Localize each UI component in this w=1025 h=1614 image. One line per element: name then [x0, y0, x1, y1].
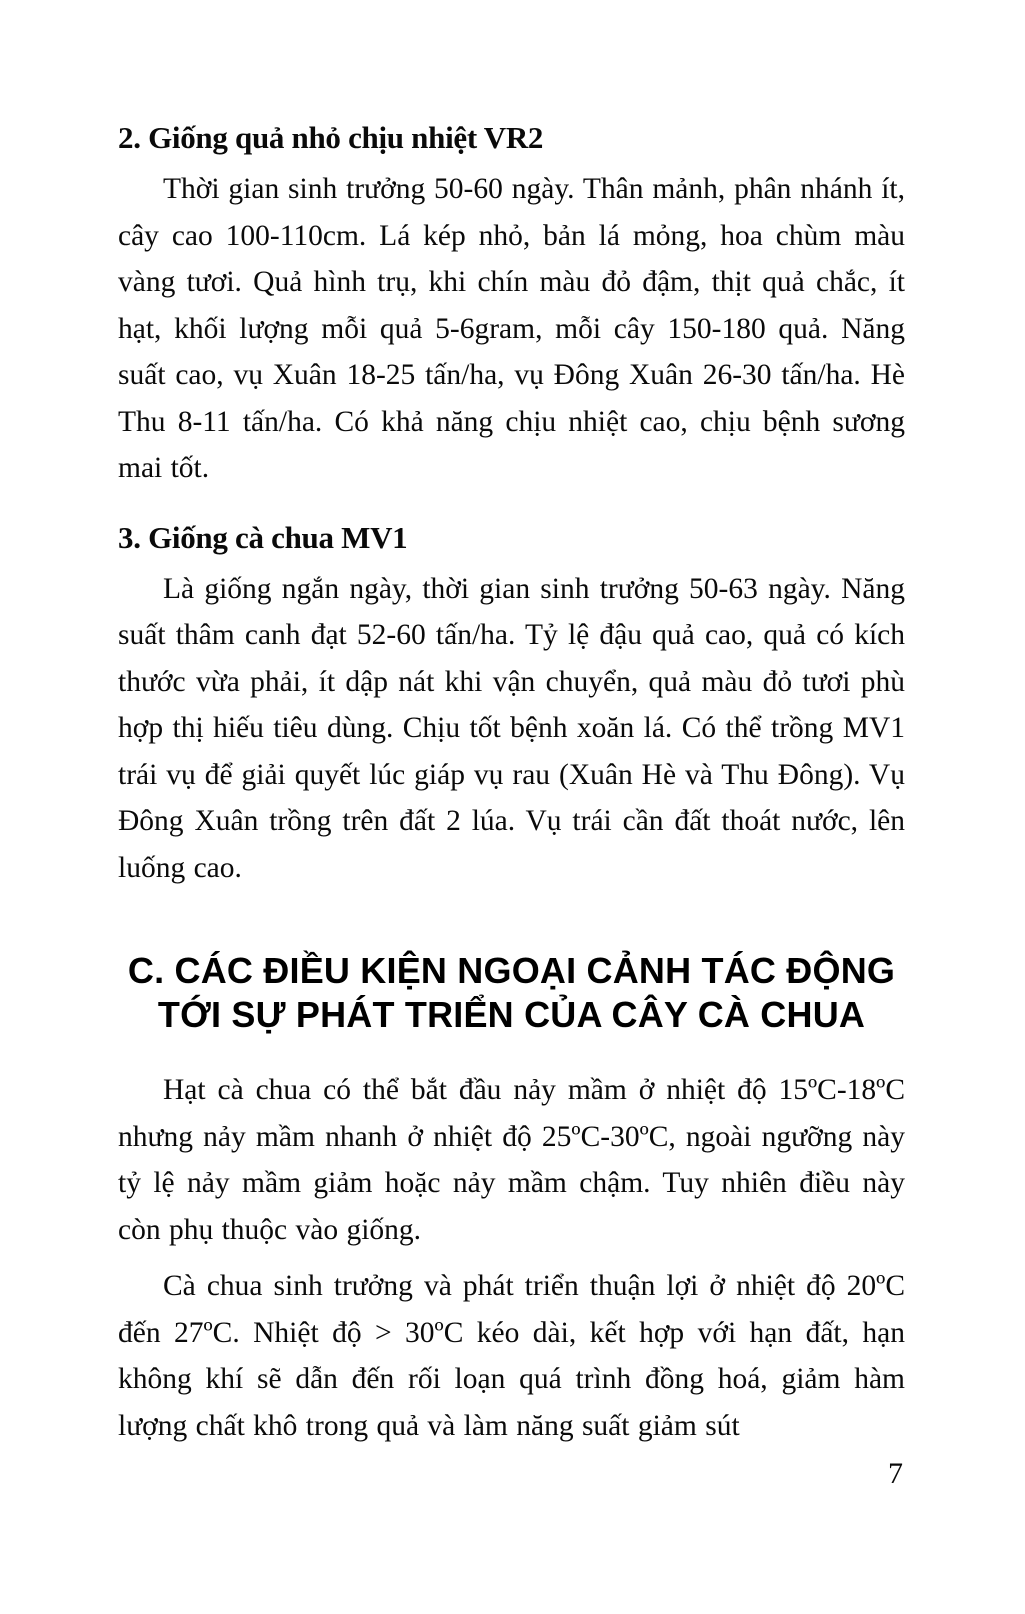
- chapter-c-paragraph-germination: Hạt cà chua có thể bắt đầu nảy mầm ở nhiệt độ 15ºC-18ºC nhưng nảy mầm nhanh ở nhiệt độ 25ºC-30ºC, ngoài ngưỡng này tỷ lệ nảy mầm giảm hoặc nảy mầm chậm. Tuy nhiên điều này còn phụ thuộc vào giống.: [118, 1074, 905, 1246]
- chapter-c-heading-line-1: C. CÁC ĐIỀU KIỆN NGOẠI CẢNH TÁC ĐỘNG: [127, 950, 896, 991]
- section-3-heading: 3. Giống cà chua MV1: [118, 519, 408, 555]
- section-2-heading: 2. Giống quả nhỏ chịu nhiệt VR2: [118, 120, 544, 155]
- chapter-c-paragraph-growth-temperature: Cà chua sinh trưởng và phát triển thuận lợi ở nhiệt độ 20ºC đến 27ºC. Nhiệt độ > 30ºC kéo dài, kết hợp với hạn đất, hạn không khí sẽ dẫn đến rối loạn quá trình đồng hoá, giảm hàm lượng chất khô trong quả và làm năng suất giảm sút: [118, 1270, 905, 1442]
- section-2-body: Thời gian sinh trưởng 50-60 ngày. Thân mảnh, phân nhánh ít, cây cao 100-110cm. Lá kép nhỏ, bản lá mỏng, hoa chùm màu vàng tươi. Quả hình trụ, khi chín màu đỏ đậm, thịt quả chắc, ít hạt, khối lượng mỗi quả 5-6gram, mỗi cây 150-180 quả. Năng suất cao, vụ Xuân 18-25 tấn/ha, vụ Đông Xuân 26-30 tấn/ha. Hè Thu 8-11 tấn/ha. Có khả năng chịu nhiệt cao, chịu bệnh sương mai tốt.: [118, 173, 905, 484]
- page-number: 7: [888, 1457, 903, 1490]
- chapter-c-heading-line-2: TỚI SỰ PHÁT TRIỂN CỦA CÂY CÀ CHUA: [157, 994, 866, 1035]
- chapter-c-heading: [118, 949, 905, 1037]
- section-3-body: Là giống ngắn ngày, thời gian sinh trưởng 50-63 ngày. Năng suất thâm canh đạt 52-60 tấn/ha. Tỷ lệ đậu quả cao, quả có kích thước vừa phải, ít dập nát khi vận chuyển, quả màu đỏ tươi phù hợp thị hiếu tiêu dùng. Chịu tốt bệnh xoăn lá. Có thể trồng MV1 trái vụ để giải quyết lúc giáp vụ rau (Xuân Hè và Thu Đông). Vụ Đông Xuân trồng trên đất 2 lúa. Vụ trái cần đất thoát nước, lên luống cao.: [118, 572, 905, 884]
